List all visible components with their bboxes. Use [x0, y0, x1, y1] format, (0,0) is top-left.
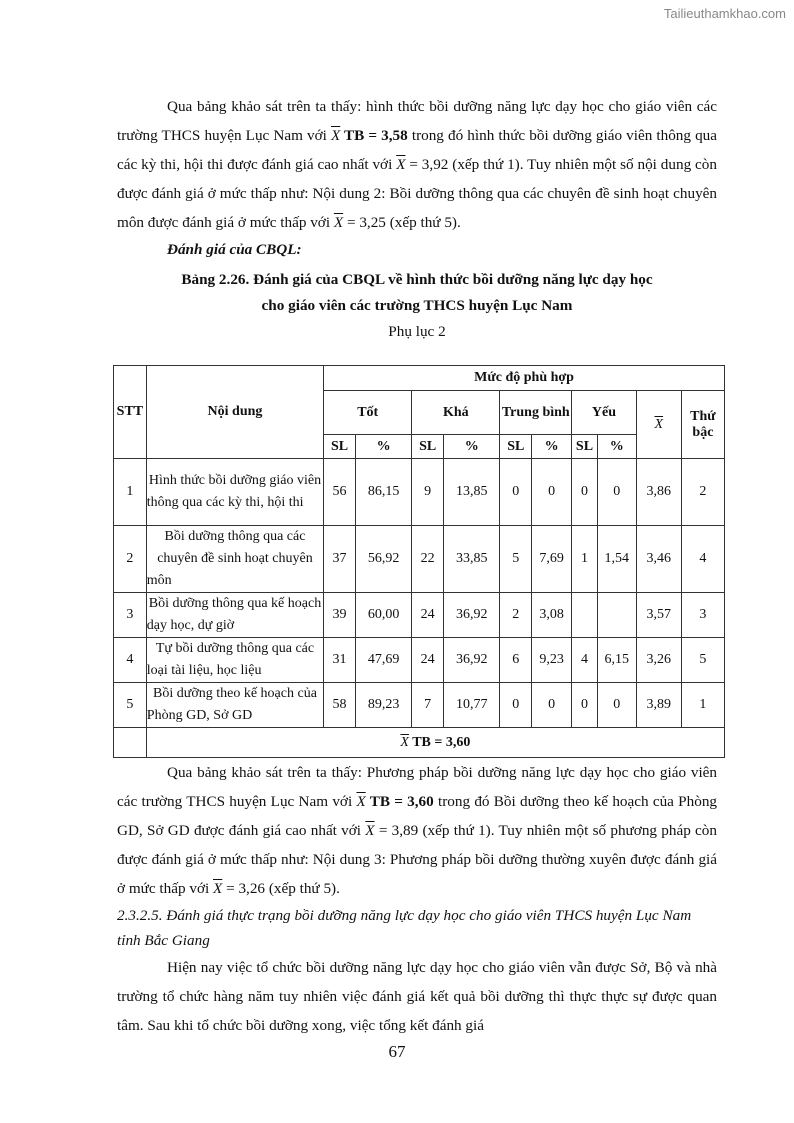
header-sl: SL: [412, 435, 444, 459]
xbar-symbol: $\overline{X}$: [365, 822, 375, 839]
table-row: 2 Bồi dưỡng thông qua các chuyên đề sinh hoạt chuyên môn 37 56,92 22 33,85 5 7,69 1 1,54 3,46 4: [114, 526, 725, 593]
survey-table: [113, 365, 725, 758]
xbar-symbol: $\overline{X}$: [333, 214, 344, 231]
analysis-paragraph: Qua bảng khảo sát trên ta thấy: Phương pháp bồi dưỡng năng lực dạy học cho giáo viên các trường THCS huyện Lục Nam với $\overline{X}$ TB = 3,60 trong đó Bồi dưỡng theo kế hoạch của Phòng GD, Sở GD được đánh giá cao nhất với $\overline{X} = 3,89$ (xếp thứ 1). Tuy nhiên một số phương pháp còn được đánh giá ở mức thấp như: Nội dung 3: Phương pháp bồi dưỡng thường xuyên được đánh giá ở mức thấp với $\overline{X} = 3,26$ (xếp thứ 5).: [117, 764, 718, 897]
page-number: 67: [388, 1042, 406, 1061]
table-row: 4 Tự bồi dưỡng thông qua các loại tài liệu, học liệu 31 47,69 24 36,92 6 9,23 4 6,15 3,26 5: [114, 638, 725, 683]
header-good: Tốt: [324, 391, 412, 435]
appendix-label: Phụ lục 2: [388, 323, 446, 340]
header-sl: SL: [500, 435, 532, 459]
section-paragraph: Hiện nay việc tổ chức bồi dưỡng năng lực dạy học cho giáo viên vẫn được Sở, Bộ và nhà trường tổ chức hàng năm tuy nhiên việc đánh giá kết quả bồi dưỡng thì thực thực sự được quan tâm. Sau khi tổ chức bồi dưỡng xong, việc tổng kết đánh giá: [117, 959, 717, 1034]
header-average: Trung bình: [500, 391, 572, 435]
header-content: Nội dung: [146, 366, 323, 459]
xbar-symbol: $\overline{X}$: [396, 156, 406, 173]
header-level: Mức độ phù hợp: [324, 366, 725, 391]
analysis-section: [117, 758, 717, 1040]
header-weak: Yếu: [572, 391, 637, 435]
table-total: $\overline{X}$ TB = 3,60: [146, 728, 724, 758]
table-caption-line1: Bảng 2.26. Đánh giá của CBQL về hình thức bồi dưỡng năng lực dạy học: [181, 271, 653, 288]
header-fair: Khá: [412, 391, 500, 435]
table-row: 5 Bồi dưỡng theo kế hoạch của Phòng GD, Sở GD 58 89,23 7 10,77 0 0 0 0 3,89 1: [114, 683, 725, 728]
xbar-symbol: $\overline{X}$: [356, 793, 366, 810]
xbar-symbol: $\overline{X}$: [213, 880, 223, 897]
header-pct: %: [355, 435, 411, 459]
table-caption-line2: cho giáo viên các trường THCS huyện Lục Nam: [261, 297, 573, 314]
header-mean: $\overline{X}$: [636, 391, 681, 459]
header-stt: STT: [114, 366, 147, 459]
section-heading: 2.3.2.5. Đánh giá thực trạng bồi dưỡng năng lực dạy học cho giáo viên THCS huyện Lục Nam tỉnh Bắc Giang: [117, 907, 692, 949]
header-pct: %: [444, 435, 500, 459]
intro-section: [117, 92, 717, 347]
header-sl: SL: [572, 435, 598, 459]
xbar-symbol: $\overline{X}$: [330, 127, 341, 144]
watermark: Tailieuthamkhao.com: [663, 6, 786, 21]
header-rank: Thứ bậc: [681, 391, 724, 459]
intro-paragraph: Qua bảng khảo sát trên ta thấy: hình thức bồi dưỡng năng lực dạy học cho giáo viên các trường THCS huyện Lục Nam với $\overline{X}$ TB = 3,58 trong đó hình thức bồi dưỡng giáo viên thông qua các kỳ thi, hội thi được đánh giá cao nhất với $\overline{X} = 3,92$ (xếp thứ 1). Tuy nhiên một số nội dung còn được đánh giá ở mức thấp như: Nội dung 2: Bồi dưỡng thông qua các chuyên đề sinh hoạt chuyên môn được đánh giá ở mức thấp với $\overline{X} = 3,25$ (xếp thứ 5).: [117, 98, 718, 231]
header-pct: %: [597, 435, 636, 459]
table-row: 1 Hình thức bồi dưỡng giáo viên thông qua các kỳ thi, hội thi 56 86,15 9 13,85 0 0 0 0 3,86 2: [114, 459, 725, 526]
header-sl: SL: [324, 435, 356, 459]
header-pct: %: [532, 435, 572, 459]
table-row: 3 Bồi dưỡng thông qua kế hoạch dạy học, dự giờ 39 60,00 24 36,92 2 3,08 3,57 3: [114, 593, 725, 638]
subheading: Đánh giá của CBQL:: [167, 241, 302, 258]
table-total-row: [114, 728, 725, 758]
